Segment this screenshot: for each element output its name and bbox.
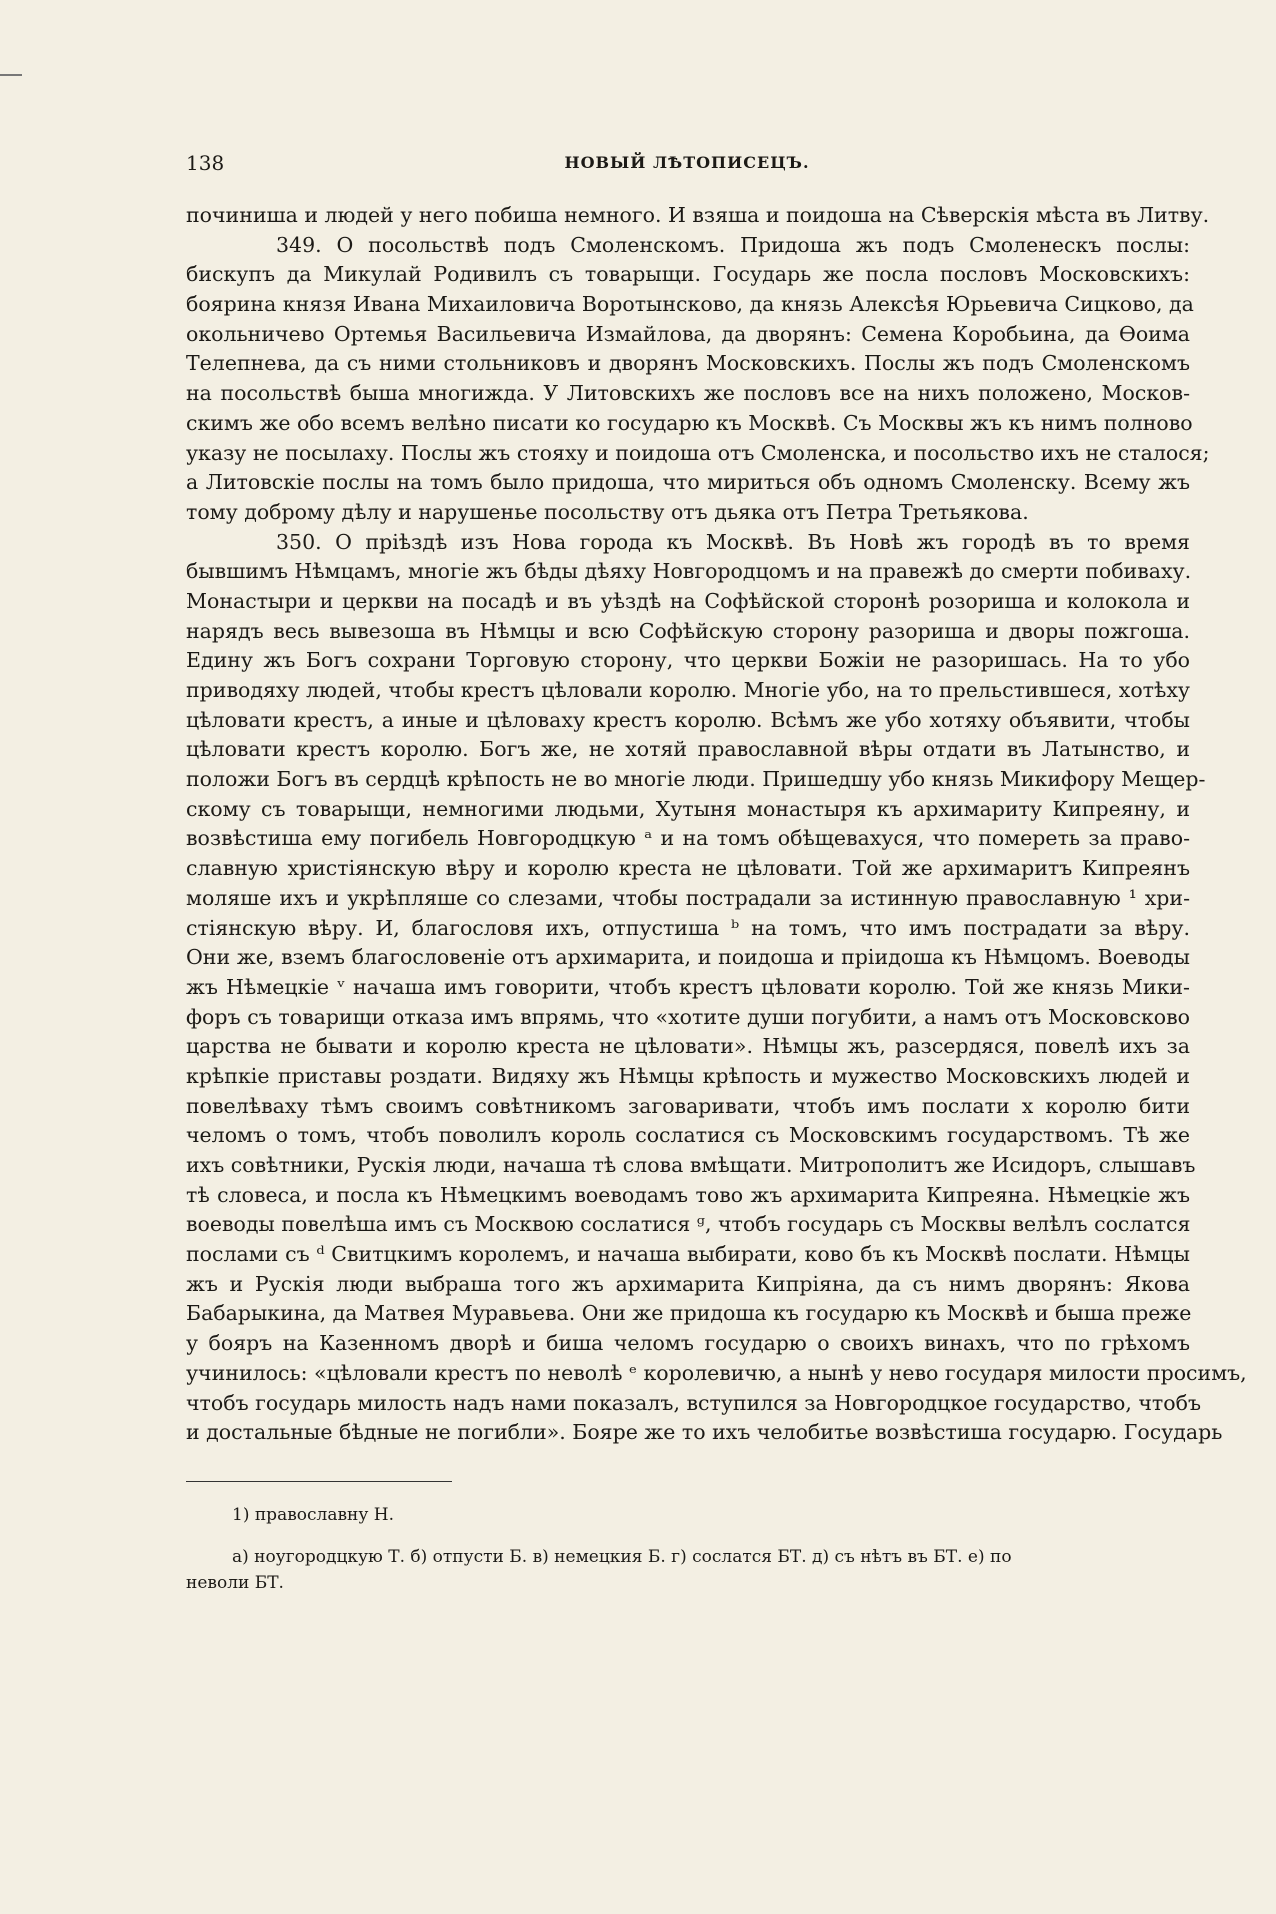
text-line: нарядъ весь вывезоша въ Нѣмцы и всю Софѣйскую сторону разориша и дворы пожгоша. xyxy=(186,618,1190,643)
text-line: боярина князя Ивана Михаиловича Воротынсково, да князь Алексѣя Юрьевича Сицково, да xyxy=(186,292,1194,317)
page-number: 138 xyxy=(186,151,225,175)
text-line: учинилось: «цѣловали крестъ по неволѣ ᵉ королевичю, а нынѣ у нево государя милости просимъ, xyxy=(186,1360,1247,1385)
text-line: моляше ихъ и укрѣпляше со слезами, чтобы пострадали за истинную православную ¹ хри- xyxy=(186,885,1190,910)
text-line: тѣ словеса, и посла къ Нѣмецкимъ воеводамъ тово жъ архимарита Кипреяна. Нѣмецкіе жъ xyxy=(186,1182,1190,1207)
text-line: послами съ ᵈ Свитцкимъ королемъ, и начаша выбирати, ково бъ къ Москвѣ послати. Нѣмцы xyxy=(186,1242,1190,1267)
text-line: Бабарыкина, да Матвея Муравьева. Они же придоша къ государю къ Москвѣ и быша преже xyxy=(186,1301,1192,1326)
text-line: стіянскую вѣру. И, благословя ихъ, отпустиша ᵇ на томъ, что имъ пострадати за вѣру. xyxy=(186,915,1190,940)
text-line: 350. О пріѣздѣ изъ Нова города къ Москвѣ. Въ Новѣ жъ городѣ въ то время xyxy=(276,529,1190,554)
text-line: 349. О посольствѣ подъ Смоленскомъ. Придоша жъ подъ Смоленескъ послы: xyxy=(276,232,1190,257)
text-line: указу не посылаху. Послы жъ стояху и поидоша отъ Смоленска, и посольство ихъ не сталося; xyxy=(186,440,1210,465)
text-line: Монастыри и церкви на посадѣ и въ уѣздѣ на Софѣйской сторонѣ розориша и колокола и xyxy=(186,588,1190,613)
body-text xyxy=(186,201,1247,1448)
text-line: чтобъ государь милость надъ нами показалъ, вступился за Новгородцкое государство, чтобъ xyxy=(186,1390,1201,1415)
text-line: Телепнева, да съ ними стольниковъ и дворянъ Московскихъ. Послы жъ подъ Смоленскомъ xyxy=(186,351,1190,376)
text-line: цѣловати крестъ королю. Богъ же, не хотяй православной вѣры отдати въ Латынство, и xyxy=(186,737,1190,762)
text-line: окольничево Ортемья Васильевича Измайлова, да дворянъ: Семена Коробьина, да Ѳоима xyxy=(186,321,1190,346)
footnote-lettered: а) ноугородцкую Т. б) отпусти Б. в) немецкия Б. г) сослатся БТ. д) съ нѣтъ въ БТ. е) по xyxy=(232,1547,1012,1567)
text-line: форъ съ товарищи отказа имъ впрямь, что «хотите души погубити, а намъ отъ Московсково xyxy=(186,1004,1190,1029)
footnote-numbered: 1) православну Н. xyxy=(232,1505,394,1525)
text-line: цѣловати крестъ, а иные и цѣловаху крестъ королю. Всѣмъ же убо хотяху объявити, чтобы xyxy=(186,707,1190,732)
footnotes xyxy=(186,1500,1190,1596)
text-line: ихъ совѣтники, Рускія люди, начаша тѣ слова вмѣщати. Митрополитъ же Исидоръ, слышавъ xyxy=(186,1153,1196,1177)
running-title: НОВЫЙ ЛѢТОПИСЕЦЪ. xyxy=(564,153,810,172)
text-line: бывшимъ Нѣмцамъ, многіе жъ бѣды дѣяху Новгородцомъ и на правежѣ до смерти побиваху. xyxy=(186,559,1192,584)
text-line: и достальные бѣдные не погибли». Бояре же то ихъ челобитье возвѣстиша государю. Государь xyxy=(186,1420,1223,1445)
text-line: возвѣстиша ему погибель Новгородцкую ᵃ и на томъ обѣщевахуся, что помереть за право- xyxy=(186,826,1190,851)
text-line: Едину жъ Богъ сохрани Торговую сторону, что церкви Божіи не разоришась. На то убо xyxy=(186,648,1190,673)
text-line: а Литовскіе послы на томъ было придоша, что мириться объ одномъ Смоленску. Всему жъ xyxy=(186,470,1190,495)
text-line: скимъ же обо всемъ велѣно писати ко государю къ Москвѣ. Съ Москвы жъ къ нимъ полново xyxy=(186,410,1193,435)
text-line: на посольствѣ быша многижда. У Литовскихъ же пословъ все на нихъ положено, Москов- xyxy=(186,381,1190,406)
page-header xyxy=(186,151,1188,181)
text-line: у бояръ на Казенномъ дворѣ и биша челомъ государю о своихъ винахъ, что по грѣхомъ xyxy=(186,1331,1190,1356)
text-line: повелѣваху тѣмъ своимъ совѣтникомъ заговаривати, чтобъ имъ послати х королю бити xyxy=(186,1093,1190,1118)
text-line: тому доброму дѣлу и нарушенье посольству отъ дьяка отъ Петра Третьякова. xyxy=(186,499,1029,524)
scan-edge-mark xyxy=(0,74,22,76)
text-line: славную христіянскую вѣру и королю креста не цѣловати. Той же архимаритъ Кипреянъ xyxy=(186,856,1190,881)
text-line: жъ и Рускія люди выбраша того жъ архимарита Кипріяна, да съ нимъ дворянъ: Якова xyxy=(186,1271,1190,1296)
footnote-rule xyxy=(186,1481,452,1482)
text-line: положи Богъ въ сердцѣ крѣпость не во многіе люди. Пришедшу убо князь Микифору Мещер- xyxy=(186,767,1206,792)
text-line: царства не бывати и королю креста не цѣловати». Нѣмцы жъ, разсердяся, повелѣ ихъ за xyxy=(186,1034,1190,1059)
text-line: скому съ товарыщи, немногими людьми, Хутыня монастыря къ архимариту Кипреяну, и xyxy=(186,796,1190,821)
text-line: бискупъ да Микулай Родивилъ съ товарыщи. Государь же посла пословъ Московскихъ: xyxy=(186,262,1190,287)
footnote-lettered-continued: неволи БТ. xyxy=(186,1573,284,1593)
text-line: воеводы повелѣша имъ съ Москвою сослатися ᵍ, чтобъ государь съ Москвы велѣлъ сослатся xyxy=(186,1212,1191,1237)
text-line: Они же, вземъ благословеніе отъ архимарита, и поидоша и пріидоша къ Нѣмцомъ. Воеводы xyxy=(186,945,1190,970)
text-line: крѣпкіе приставы роздати. Видяху жъ Нѣмцы крѣпость и мужество Московскихъ людей и xyxy=(186,1063,1190,1088)
text-line: жъ Нѣмецкіе ᵛ начаша имъ говорити, чтобъ крестъ цѣловати королю. Той же князь Мики- xyxy=(186,974,1190,999)
text-line: починиша и людей у него побиша немного. И взяша и поидоша на Сѣверскія мѣста въ Литву. xyxy=(186,203,1210,227)
text-line: челомъ о томъ, чтобъ поволилъ король сослатися съ Московскимъ государствомъ. Тѣ же xyxy=(186,1123,1190,1148)
text-line: приводяху людей, чтобы крестъ цѣловали королю. Многіе убо, на то прельстившеся, хотѣху xyxy=(186,678,1190,702)
